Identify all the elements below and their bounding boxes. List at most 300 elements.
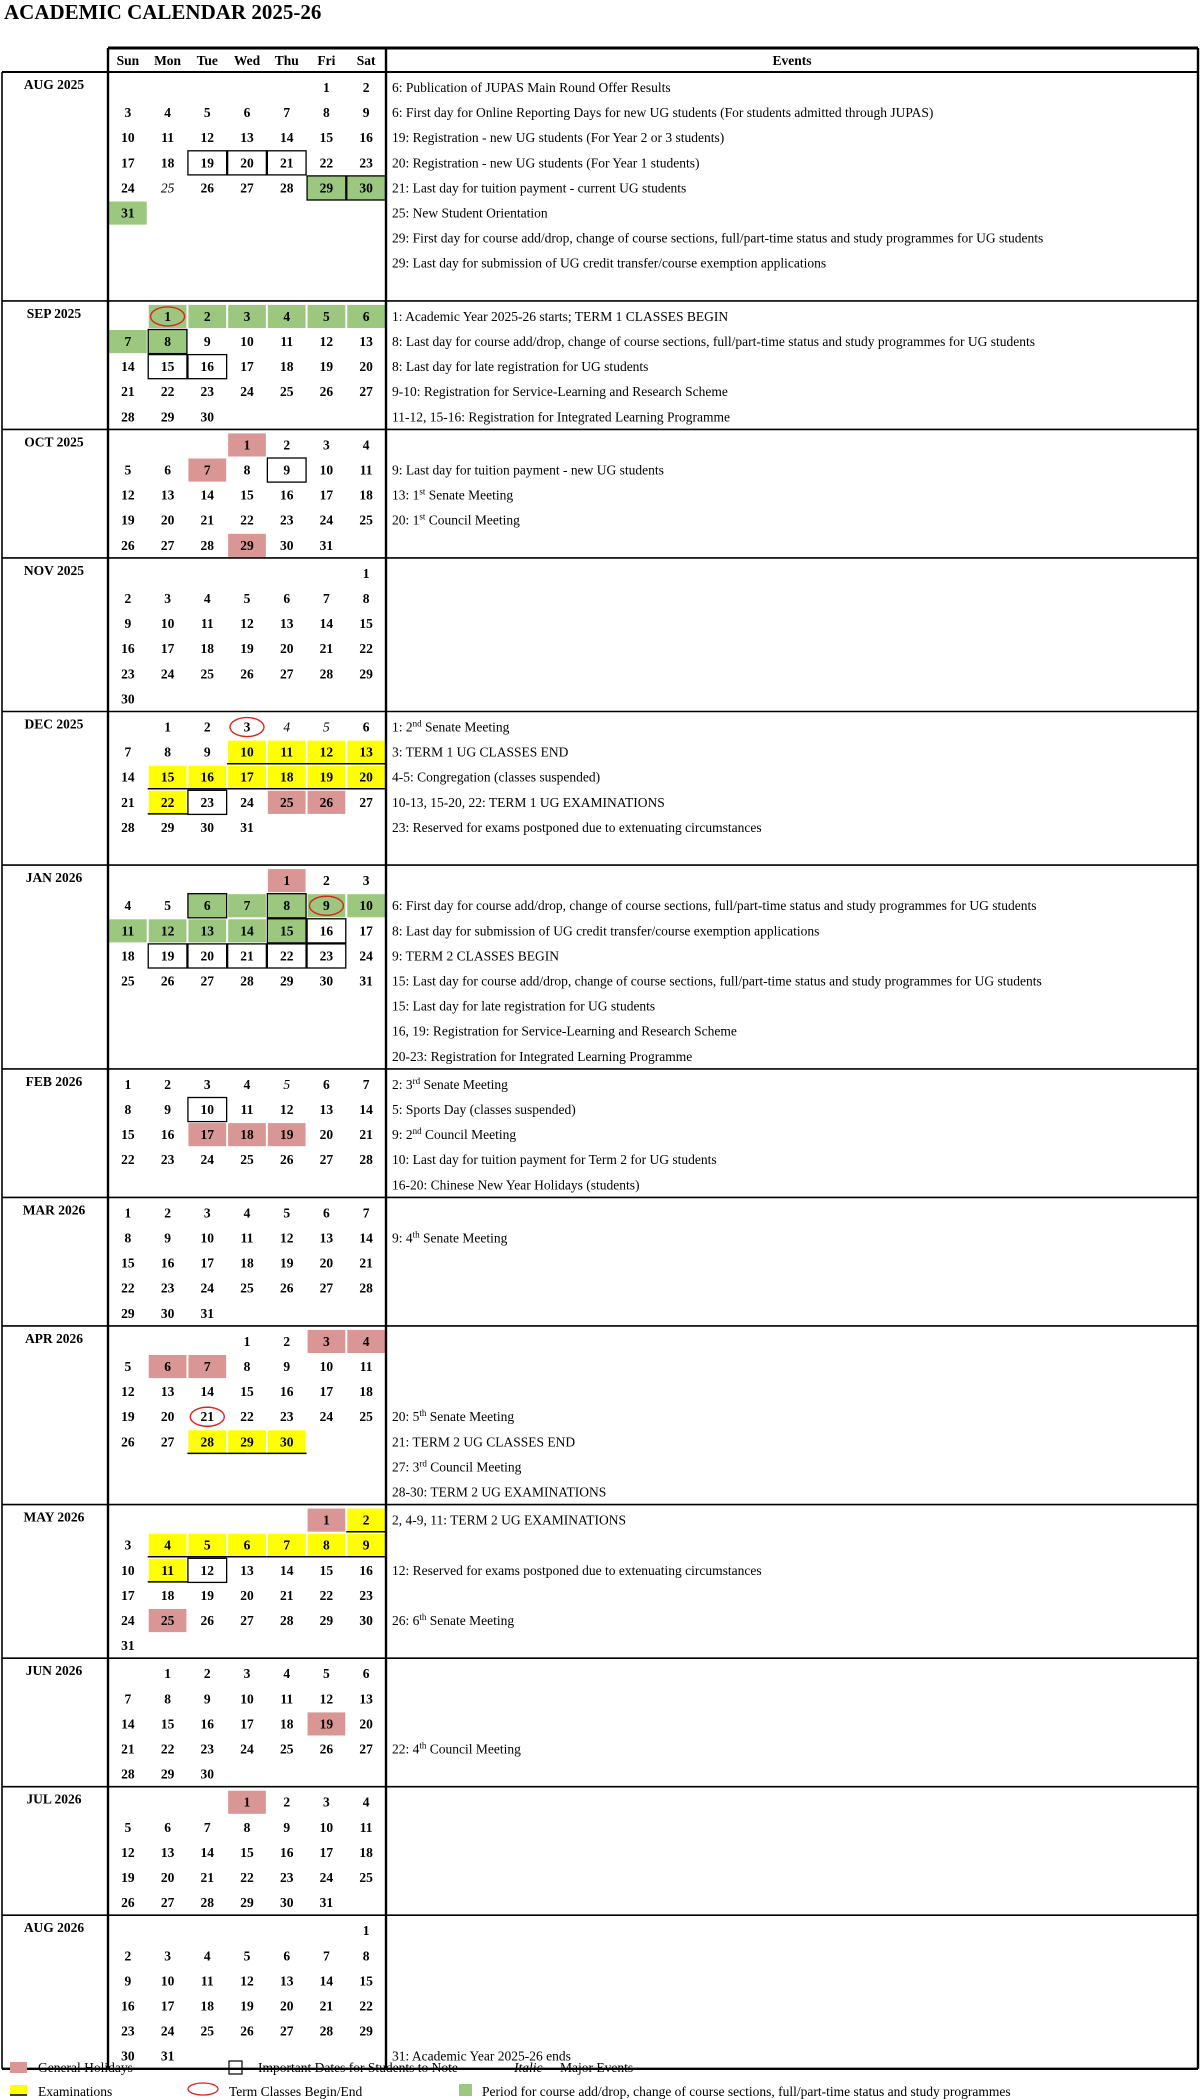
day-number: 19: [200, 1587, 215, 1603]
day-number: 27: [240, 1613, 254, 1628]
day-number: 29: [359, 666, 373, 682]
day-number: 28: [200, 1434, 215, 1450]
day-cell: [307, 766, 347, 789]
day-cell: [121, 180, 135, 195]
day-cell: [188, 355, 227, 379]
day-number: 4: [164, 1537, 171, 1553]
day-number: 29: [160, 1766, 175, 1782]
day-cell: [359, 974, 373, 989]
day-cell: [161, 155, 175, 170]
legend-major-label: Major Events: [560, 2060, 634, 2075]
day-cell: [121, 155, 135, 170]
day-cell: [320, 1845, 334, 1860]
day-number: 1: [323, 80, 330, 95]
day-cell: [360, 1359, 373, 1374]
day-number: 23: [200, 384, 215, 400]
month-jul-2026: [26, 1791, 373, 1910]
month-jan-2026: [26, 869, 1042, 1064]
day-number: 28: [319, 666, 334, 682]
day-number: 10: [240, 744, 254, 760]
day-number: 19: [121, 1870, 135, 1885]
day-number: 20: [160, 1870, 175, 1885]
day-cell: [323, 873, 330, 888]
day-number: 30: [160, 1305, 175, 1321]
day-number: 17: [200, 1255, 215, 1271]
day-number: 17: [240, 359, 254, 375]
event-text: 8: Last day for course add/drop, change of course sections, full/part-time status and study programmes for UG students: [392, 334, 1035, 349]
day-number: 1: [164, 1666, 171, 1682]
day-number: 30: [359, 1613, 373, 1628]
day-number: 30: [121, 2048, 135, 2064]
header-events: Events: [772, 53, 812, 68]
day-cell: [124, 1973, 131, 1988]
day-cell: [320, 974, 334, 989]
day-cell: [124, 1691, 131, 1706]
day-number: 5: [203, 1537, 211, 1553]
day-cell: [323, 1666, 330, 1681]
month-label: APR 2026: [24, 1330, 84, 1346]
day-number: 8: [283, 898, 291, 914]
day-cell: [164, 1948, 171, 1963]
day-cell: [164, 898, 171, 913]
day-cell: [121, 2024, 135, 2039]
day-cell: [227, 1430, 267, 1453]
day-number: 27: [200, 973, 215, 989]
day-number: 14: [359, 1102, 373, 1117]
day-cell: [188, 790, 227, 814]
day-number: 14: [200, 1384, 215, 1400]
day-cell: [201, 1767, 215, 1782]
day-cell: [283, 591, 290, 606]
day-cell: [240, 1563, 254, 1578]
day-number: 24: [319, 512, 334, 528]
day-cell: [320, 1102, 334, 1117]
day-cell: [201, 641, 215, 656]
day-number: 2: [164, 1076, 171, 1092]
day-number: 15: [359, 616, 373, 632]
day-number: 22: [121, 1280, 135, 1296]
day-cell: [280, 974, 294, 989]
day-number: 24: [359, 948, 373, 964]
day-cell: [320, 1152, 334, 1167]
day-cell: [320, 666, 334, 681]
day-number: 6: [362, 308, 370, 324]
day-cell: [240, 130, 254, 145]
day-cell: [320, 1973, 334, 1988]
day-number: 29: [279, 973, 294, 989]
day-number: 27: [160, 537, 175, 553]
day-cell: [320, 1127, 334, 1142]
day-number: 18: [279, 769, 294, 785]
day-cell: [228, 1791, 266, 1814]
day-cell: [363, 105, 370, 120]
day-number: 13: [160, 487, 175, 503]
day-number: 11: [200, 616, 214, 632]
legend-period-swatch: [459, 2084, 472, 2096]
day-cell: [124, 105, 131, 120]
day-cell: [124, 1077, 131, 1092]
day-number: 21: [200, 1409, 215, 1425]
day-number: 12: [240, 616, 254, 632]
day-number: 29: [240, 1895, 254, 1911]
day-cell: [161, 1742, 175, 1757]
day-number: 29: [319, 1613, 334, 1628]
day-number: 21: [359, 1255, 373, 1271]
day-number: 27: [160, 1434, 175, 1450]
day-number: 21: [240, 948, 254, 964]
day-cell: [240, 488, 254, 503]
legend: [0, 2054, 1200, 2099]
event-text: 4-5: Congregation (classes suspended): [392, 769, 601, 785]
header-sat: Sat: [356, 53, 376, 68]
day-cell: [320, 513, 334, 528]
day-cell: [204, 1077, 211, 1092]
day-number: 30: [279, 537, 294, 553]
day-number: 31: [319, 1895, 334, 1911]
month-feb-2026: [26, 1074, 717, 1192]
day-cell: [121, 974, 135, 989]
day-cell: [283, 1077, 290, 1092]
day-cell: [346, 1509, 386, 1532]
day-number: 26: [200, 1613, 215, 1628]
day-number: 23: [359, 1587, 373, 1603]
day-number: 18: [121, 948, 135, 964]
day-number: 17: [319, 487, 334, 503]
day-cell: [124, 616, 131, 631]
day-cell: [283, 1666, 290, 1681]
day-cell: [201, 538, 215, 553]
day-cell: [359, 641, 373, 656]
day-number: 15: [319, 1562, 334, 1578]
day-number: 21: [200, 512, 215, 528]
day-number: 18: [359, 487, 373, 503]
day-cell: [121, 1384, 135, 1399]
day-number: 1: [243, 1333, 251, 1349]
day-cell: [164, 1077, 171, 1092]
day-number: 1: [124, 1205, 132, 1221]
day-number: 23: [319, 948, 334, 964]
day-number: 3: [323, 1333, 330, 1349]
event-text: 26: 6th Senate Meeting: [392, 1612, 515, 1628]
day-number: 19: [319, 769, 334, 785]
day-number: 4: [243, 1076, 251, 1092]
day-number: 1: [283, 873, 291, 889]
day-number: 20: [359, 1716, 373, 1732]
month-label: NOV 2025: [23, 562, 85, 578]
day-number: 10: [200, 1102, 215, 1117]
day-cell: [280, 538, 294, 553]
day-cell: [359, 1973, 373, 1988]
day-number: 2: [203, 1666, 211, 1682]
day-cell: [320, 1742, 334, 1757]
day-cell: [320, 538, 334, 553]
day-number: 21: [121, 1741, 135, 1757]
day-cell: [121, 1870, 135, 1885]
day-cell: [227, 1534, 267, 1557]
day-cell: [240, 1281, 254, 1296]
day-number: 26: [240, 2023, 254, 2039]
day-cell: [240, 666, 254, 681]
day-number: 3: [203, 1076, 211, 1092]
day-number: 27: [240, 180, 254, 196]
day-cell: [161, 1281, 175, 1296]
day-number: 22: [160, 1741, 175, 1757]
day-number: 28: [279, 180, 294, 196]
event-text: 23: Reserved for exams postponed due to extenuating circumstances: [392, 819, 762, 835]
day-number: 4: [283, 719, 291, 735]
day-number: 28: [121, 409, 135, 425]
day-number: 1: [362, 565, 370, 581]
day-cell: [359, 948, 373, 963]
day-number: 12: [200, 1562, 215, 1578]
day-cell: [323, 1205, 330, 1220]
day-cell: [124, 591, 131, 606]
day-cell: [320, 1231, 334, 1246]
event-text: 6: First day for Online Reporting Days for new UG students (For students admitted through JUPAS): [392, 105, 934, 121]
day-cell: [201, 666, 215, 681]
day-cell: [201, 130, 215, 145]
month-label: SEP 2025: [26, 305, 82, 321]
day-cell: [347, 894, 385, 917]
day-cell: [124, 1359, 131, 1374]
event-text: 20: 1st Council Meeting: [392, 511, 520, 528]
day-number: 6: [243, 1537, 251, 1553]
day-number: 17: [121, 1587, 135, 1603]
day-number: 5: [323, 1666, 330, 1682]
day-number: 19: [121, 1409, 135, 1425]
day-cell: [201, 1613, 215, 1628]
day-number: 23: [279, 1409, 294, 1425]
day-number: 30: [121, 691, 135, 707]
day-number: 19: [279, 1127, 294, 1143]
day-cell: [363, 1948, 370, 1963]
day-number: 22: [319, 155, 334, 171]
day-number: 26: [121, 537, 135, 553]
day-cell: [121, 1716, 135, 1731]
day-cell: [283, 105, 290, 120]
day-number: 5: [283, 1076, 291, 1092]
day-number: 29: [121, 1305, 135, 1321]
day-cell: [121, 1588, 135, 1603]
day-number: 28: [359, 1280, 373, 1296]
day-cell: [280, 180, 294, 195]
legend-holidays-label: General Holidays: [38, 2060, 133, 2075]
day-number: 21: [319, 641, 334, 657]
day-cell: [121, 1409, 135, 1424]
day-cell: [267, 919, 306, 943]
event-text: 12: Reserved for exams postponed due to extenuating circumstances: [392, 1562, 762, 1578]
day-number: 14: [240, 923, 254, 939]
day-number: 1: [243, 437, 251, 453]
day-cell: [320, 1563, 334, 1578]
day-cell: [320, 1588, 334, 1603]
day-cell: [204, 105, 211, 120]
day-number: 27: [160, 1895, 175, 1911]
day-cell: [363, 1795, 370, 1810]
day-cell: [359, 334, 373, 349]
day-number: 23: [121, 666, 135, 682]
day-cell: [359, 1102, 373, 1117]
day-number: 16: [200, 769, 215, 785]
day-number: 20: [279, 641, 294, 657]
day-cell: [228, 305, 266, 328]
day-number: 12: [319, 1691, 334, 1707]
day-cell: [363, 566, 370, 581]
day-cell: [121, 795, 135, 810]
day-cell: [240, 616, 254, 631]
day-cell: [346, 1534, 386, 1557]
day-cell: [148, 1534, 188, 1557]
day-cell: [280, 1845, 294, 1860]
day-cell: [307, 1534, 347, 1557]
day-cell: [204, 1205, 211, 1220]
day-cell: [149, 1609, 187, 1632]
month-label: JUN 2026: [25, 1663, 83, 1679]
day-number: 2: [283, 1794, 291, 1810]
day-number: 10: [121, 1562, 135, 1578]
day-cell: [363, 1666, 370, 1681]
day-number: 18: [160, 1587, 175, 1603]
day-cell: [359, 488, 373, 503]
day-cell: [161, 616, 175, 631]
event-text: 6: Publication of JUPAS Main Round Offer Results: [392, 80, 671, 95]
day-number: 16: [200, 1716, 215, 1732]
day-number: 1: [164, 308, 171, 324]
day-cell: [149, 305, 187, 328]
day-cell: [121, 538, 135, 553]
day-cell: [161, 1409, 175, 1424]
legend-ring-swatch: [188, 2083, 218, 2095]
day-cell: [320, 155, 334, 170]
day-cell: [188, 1123, 226, 1146]
day-cell: [363, 1923, 370, 1938]
day-cell: [188, 919, 226, 942]
day-number: 9: [323, 898, 330, 914]
day-cell: [161, 384, 175, 399]
day-cell: [280, 384, 294, 399]
day-number: 8: [243, 1819, 251, 1835]
day-number: 18: [160, 155, 175, 171]
month-label: AUG 2026: [23, 1920, 85, 1936]
day-cell: [161, 1767, 175, 1782]
day-number: 1: [164, 719, 171, 735]
month-label: JUL 2026: [26, 1791, 82, 1807]
day-cell: [359, 1563, 373, 1578]
day-number: 16: [279, 487, 294, 503]
day-number: 15: [160, 1716, 175, 1732]
day-cell: [148, 330, 187, 354]
day-cell: [164, 1666, 171, 1681]
day-number: 20: [160, 512, 175, 528]
day-cell: [320, 616, 334, 631]
day-number: 17: [240, 769, 254, 785]
day-number: 11: [359, 1359, 373, 1374]
day-cell: [164, 1102, 171, 1117]
day-number: 2: [164, 1205, 171, 1221]
day-cell: [323, 1795, 330, 1810]
day-number: 10: [240, 334, 254, 349]
day-cell: [121, 1638, 135, 1653]
day-cell: [204, 1666, 211, 1681]
day-number: 26: [319, 1741, 334, 1757]
day-number: 24: [160, 2023, 175, 2039]
day-cell: [240, 1716, 254, 1731]
event-text: 1: Academic Year 2025-26 starts; TERM 1 CLASSES BEGIN: [392, 308, 729, 324]
day-cell: [320, 1820, 334, 1835]
day-number: 20: [160, 1409, 175, 1425]
day-cell: [359, 1613, 373, 1628]
day-number: 9: [164, 1102, 171, 1117]
day-cell: [308, 894, 346, 917]
month-apr-2026: [25, 1330, 606, 1500]
day-number: 3: [164, 591, 171, 606]
header-fri: Fri: [317, 53, 336, 68]
day-cell: [280, 1742, 294, 1757]
day-number: 7: [283, 1537, 291, 1553]
day-number: 8: [243, 1359, 251, 1374]
day-number: 19: [160, 948, 175, 964]
day-number: 3: [243, 1666, 251, 1682]
day-number: 1: [124, 1076, 132, 1092]
day-number: 25: [359, 1870, 373, 1885]
day-number: 4: [283, 308, 291, 324]
day-cell: [240, 1870, 254, 1885]
day-cell: [280, 359, 294, 374]
day-number: 8: [164, 744, 171, 760]
event-text: 10-13, 15-20, 22: TERM 1 UG EXAMINATIONS: [392, 794, 665, 810]
day-number: 29: [240, 537, 254, 553]
day-number: 18: [200, 641, 215, 657]
day-cell: [280, 1384, 294, 1399]
day-cell: [283, 437, 290, 452]
day-number: 24: [121, 1613, 135, 1628]
day-number: 21: [279, 1587, 294, 1603]
day-cell: [187, 766, 227, 789]
day-cell: [188, 944, 227, 968]
day-number: 6: [164, 1359, 171, 1374]
day-number: 22: [240, 1409, 254, 1425]
day-number: 16: [200, 359, 215, 375]
day-cell: [308, 1712, 346, 1735]
day-number: 28: [121, 1766, 135, 1782]
day-number: 10: [160, 616, 175, 632]
day-number: 11: [359, 1819, 373, 1835]
day-cell: [359, 923, 373, 938]
day-number: 24: [240, 1741, 254, 1757]
day-number: 12: [121, 487, 135, 503]
day-number: 30: [279, 1434, 294, 1450]
day-number: 6: [362, 1666, 370, 1682]
day-number: 23: [359, 155, 373, 171]
day-cell: [201, 1845, 215, 1860]
day-cell: [161, 1384, 175, 1399]
day-cell: [187, 1534, 227, 1557]
day-number: 18: [240, 1127, 254, 1143]
day-cell: [121, 409, 135, 424]
day-cell: [121, 1127, 135, 1142]
event-text: 21: TERM 2 UG CLASSES END: [392, 1434, 576, 1450]
day-cell: [280, 513, 294, 528]
day-cell: [161, 1152, 175, 1167]
day-number: 18: [279, 1716, 294, 1732]
day-cell: [244, 463, 251, 478]
day-cell: [124, 1231, 131, 1246]
day-number: 30: [200, 1766, 215, 1782]
day-cell: [227, 741, 267, 764]
day-number: 15: [240, 1844, 254, 1860]
day-number: 7: [124, 1691, 132, 1707]
day-number: 13: [279, 616, 294, 632]
